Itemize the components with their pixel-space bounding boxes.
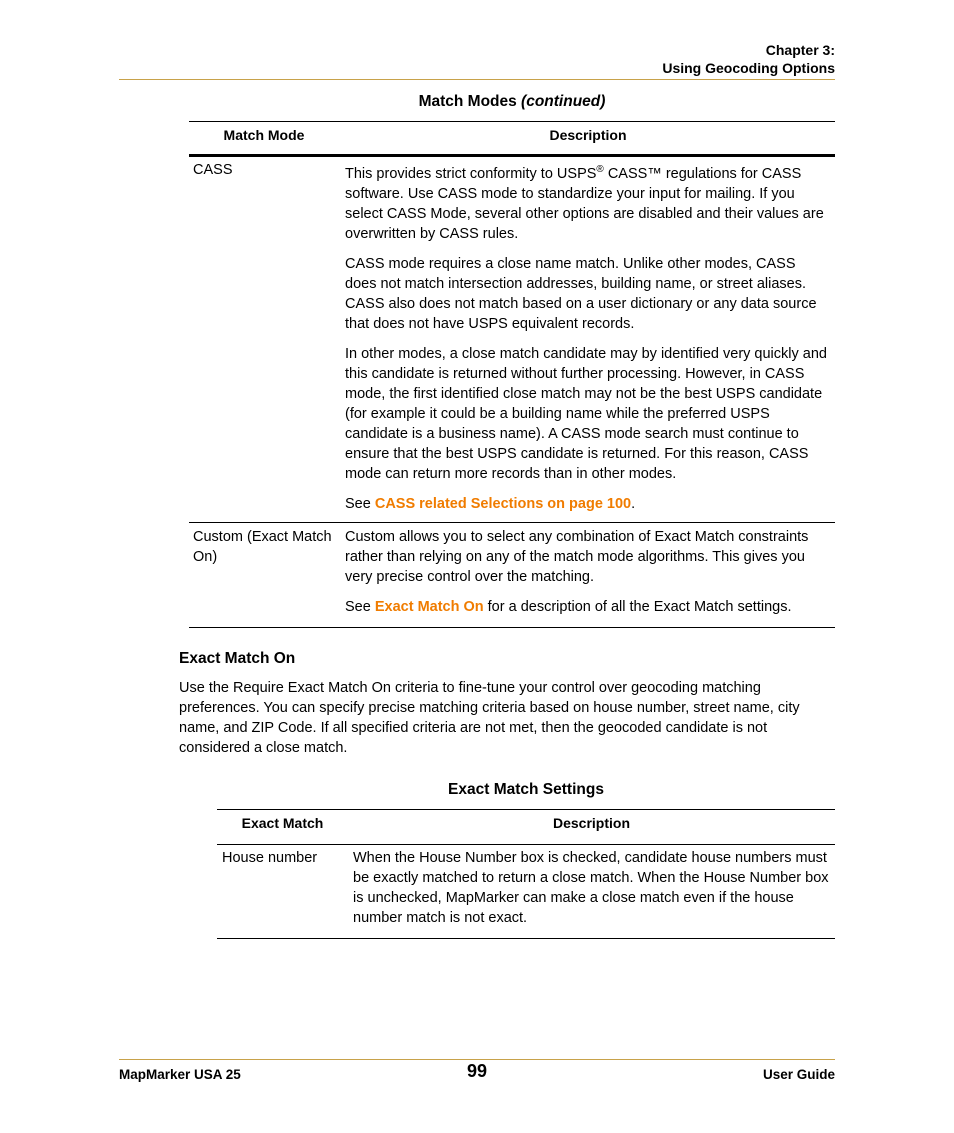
header-rule	[119, 79, 835, 80]
footer-rule	[119, 1059, 835, 1060]
col-header-description: Description	[549, 127, 627, 143]
footer-guide-name: User Guide	[762, 1067, 835, 1082]
col-header-match-mode: Match Mode	[223, 127, 305, 143]
exact-match-on-link[interactable]: Exact Match On	[374, 599, 484, 615]
row-divider	[189, 522, 835, 523]
match-modes-caption: Match Modes (continued)	[418, 93, 606, 110]
page-number: 99	[466, 1061, 488, 1081]
section-body-paragraph: Use the Require Exact Match On criteria to fine-tune your control over geocoding matching preferences. You can specify precise matching criteria based on house number, street name, city name, and ZIP Code. If all specified criteria are not met, then the geocoded candidate is not considered a close match.	[179, 680, 800, 756]
table-row-house-number-match: House number	[222, 850, 318, 866]
table-row-custom-description	[345, 527, 829, 627]
table-bottom-rule	[189, 627, 835, 628]
section-title-exact-match-on: Exact Match On	[179, 650, 296, 667]
cass-see-also: See CASS related Selections on page 100.	[345, 496, 636, 512]
settings-table-header-rule	[217, 844, 835, 845]
table-top-rule	[189, 121, 835, 122]
col-header-settings-description: Description	[552, 815, 630, 831]
cass-paragraph-2: CASS mode requires a close name match. Unlike other modes, CASS does not match intersection addresses, building name, or street aliases. CASS also does not match based on a user dictionary or any data source that does not have USPS equivalent records.	[345, 256, 817, 332]
cass-paragraph-3: In other modes, a close match candidate may by identified very quickly and this candidate is returned without further processing. However, in CASS mode, the first identified close match may not be the best USPS candidate (for example it could be a building name while the preferred USPS candidate is a business name). A CASS mode search must continue to ensure that the best USPS candidate is returned. For this reason, CASS mode can return more records than in other modes.	[345, 346, 827, 482]
cass-paragraph-1: This provides strict conformity to USPS® CASS™ regulations for CASS software. Use CASS mode to standardize your input for mailing. If you select CASS Mode, several other options are disabled and their values are overwritten by CASS rules.	[345, 164, 824, 242]
custom-paragraph-1: Custom allows you to select any combination of Exact Match constraints rather than relying on any of the match mode algorithms. This gives you very precise control over the matching.	[345, 529, 809, 585]
settings-table-bottom-rule	[217, 938, 835, 939]
footer-product-name: MapMarker USA 25	[119, 1067, 241, 1082]
table-row-custom-mode: Custom (Exact Match On)	[193, 529, 332, 565]
exact-match-settings-caption: Exact Match Settings	[448, 781, 604, 798]
table-row-cass-mode: CASS	[193, 162, 233, 178]
table-row-cass-description	[345, 164, 829, 524]
custom-see-also: See Exact Match On for a description of all the Exact Match settings.	[345, 599, 792, 615]
chapter-label: Chapter 3:	[765, 42, 835, 58]
cass-related-selections-link[interactable]: CASS related Selections on page 100	[374, 496, 632, 512]
col-header-exact-match: Exact Match	[241, 815, 324, 831]
table-header-rule	[189, 154, 835, 157]
chapter-title: Using Geocoding Options	[662, 60, 835, 76]
settings-table-top-rule	[217, 809, 835, 810]
table-row-house-number-description: When the House Number box is checked, candidate house numbers must be exactly matched to return a close match. When the House Number box is unchecked, MapMarker can make a close match even if the house number match is not exact.	[353, 850, 829, 926]
